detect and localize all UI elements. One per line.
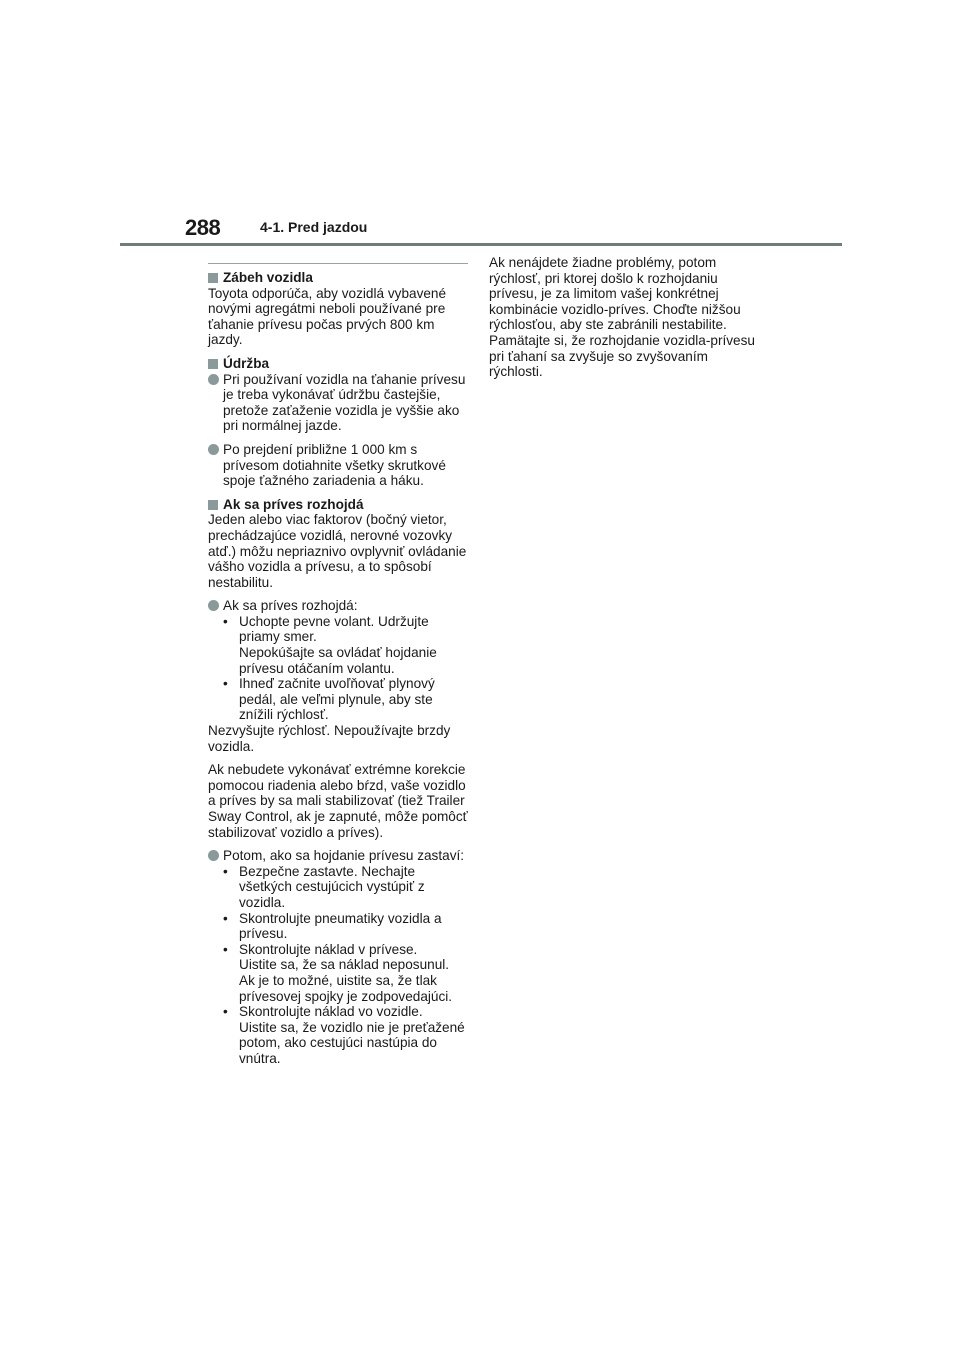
sway-bullet-1 <box>208 598 470 723</box>
sub-item <box>223 911 470 942</box>
sub-item-continuation: Ak je to možné, uistite sa, že tlak prívesovej spojky je zodpovedajúci. <box>239 972 453 1004</box>
sub-item-text: Skontrolujte pneumatiky vozidla a prívesu. <box>239 910 442 942</box>
sway-intro: Jeden alebo viac faktorov (bočný vietor, prechádzajúce vozidlá, nerovné vozovky atď.) môžu nepriaznivo ovplyvniť ovládanie vášho vozidla a prívesu, a to spôsobí nestabilitu. <box>208 512 467 590</box>
sub-item-continuation: Uistite sa, že sa náklad neposunul. <box>239 957 450 973</box>
dot-marker-icon: • <box>223 863 228 879</box>
heading-text: Ak sa príves rozhojdá <box>223 496 364 512</box>
maintenance-bullet-1 <box>208 372 470 434</box>
sub-item <box>223 614 470 645</box>
sub-item-text: Bezpečne zastavte. Nechajte všetkých cestujúcich vystúpiť z vozidla. <box>239 863 425 910</box>
sub-item <box>223 942 470 958</box>
left-column <box>208 255 470 1075</box>
heading-text: Zábeh vozidla <box>223 270 313 285</box>
header-rule <box>120 243 842 246</box>
sub-item <box>223 1004 470 1020</box>
sway-bullet-2 <box>208 848 470 1066</box>
sub-item-continuation: Nepokúšajte sa ovládať hojdanie prívesu otáčaním volantu. <box>239 645 437 676</box>
break-in-text: Toyota odporúča, aby vozidlá vybavené novými agregátmi neboli používané pre ťahanie prívesu počas prvých 800 km jazdy. <box>208 285 447 348</box>
dot-marker-icon: • <box>223 676 228 692</box>
right-column <box>489 255 764 380</box>
round-bullet-icon <box>208 600 219 611</box>
sub-item <box>223 676 470 723</box>
sub-item <box>223 864 470 911</box>
bullet-text: Po prejdení približne 1 000 km s prívesom dotiahnite všetky skrutkové spoje ťažného zariadenia a háku. <box>223 441 446 489</box>
round-bullet-icon <box>208 850 219 861</box>
right-paragraph: Ak nenájdete žiadne problémy, potom rýchlosť, pri ktorej došlo k rozhojdaniu prívesu, je za limitom vašej konkrétnej kombinácie vozidlo-príves. Choďte nižšou rýchlosťou, aby ste zabránili nestabilite. Pamätajte si, že rozhojdanie vozidla-prívesu pri ťahaní sa zvyšuje so zvyšovaním rýchlosti. <box>489 255 755 380</box>
sub-item-text: Uchopte pevne volant. Udržujte priamy smer. <box>239 613 429 645</box>
sway-para-2: Ak nebudete vykonávať extrémne korekcie pomocou riadenia alebo bŕzd, vaše vozidlo a príves by sa mali stabilizovať (tiež Trailer Sway Control, ak je zapnuté, môže pomôcť stabilizovať vozidlo a príves). <box>208 762 468 840</box>
square-bullet-icon <box>208 500 218 510</box>
dot-marker-icon: • <box>223 1004 228 1020</box>
page-number: 288 <box>185 215 221 240</box>
maintenance-bullet-2 <box>208 442 470 489</box>
break-in-heading <box>208 270 470 286</box>
round-bullet-icon <box>208 444 219 455</box>
dot-marker-icon: • <box>223 613 228 629</box>
bullet-lead: Potom, ako sa hojdanie prívesu zastaví: <box>223 848 465 864</box>
sub-item-text: Skontrolujte náklad v prívese. <box>239 941 418 957</box>
square-bullet-icon <box>208 273 218 283</box>
round-bullet-icon <box>208 374 219 385</box>
sub-item-text: Ihneď začnite uvoľňovať plynový pedál, ale veľmi plynule, aby ste znížili rýchlosť. <box>239 676 435 723</box>
dot-marker-icon: • <box>223 941 228 957</box>
maintenance-heading <box>208 356 470 372</box>
sub-item-text: Skontrolujte náklad vo vozidle. <box>239 1004 423 1020</box>
dot-marker-icon: • <box>223 910 228 926</box>
sub-item-continuation: Uistite sa, že vozidlo nie je preťažené potom, ako cestujúci nastúpia do vnútra. <box>239 1019 465 1066</box>
bullet-text: Pri používaní vozidla na ťahanie prívesu je treba vykonávať údržbu častejšie, pretože zaťaženie vozidla je vyššie ako pri normálnej jazde. <box>223 371 466 434</box>
section-title: 4-1. Pred jazdou <box>260 219 368 235</box>
heading-text: Údržba <box>223 355 270 371</box>
bullet-lead: Ak sa príves rozhojdá: <box>223 598 358 614</box>
sway-heading <box>208 497 470 513</box>
square-bullet-icon <box>208 359 218 369</box>
column-rule <box>208 263 468 264</box>
sway-bullet-1-tail: Nezvyšujte rýchlosť. Nepoužívajte brzdy vozidla. <box>208 723 451 754</box>
